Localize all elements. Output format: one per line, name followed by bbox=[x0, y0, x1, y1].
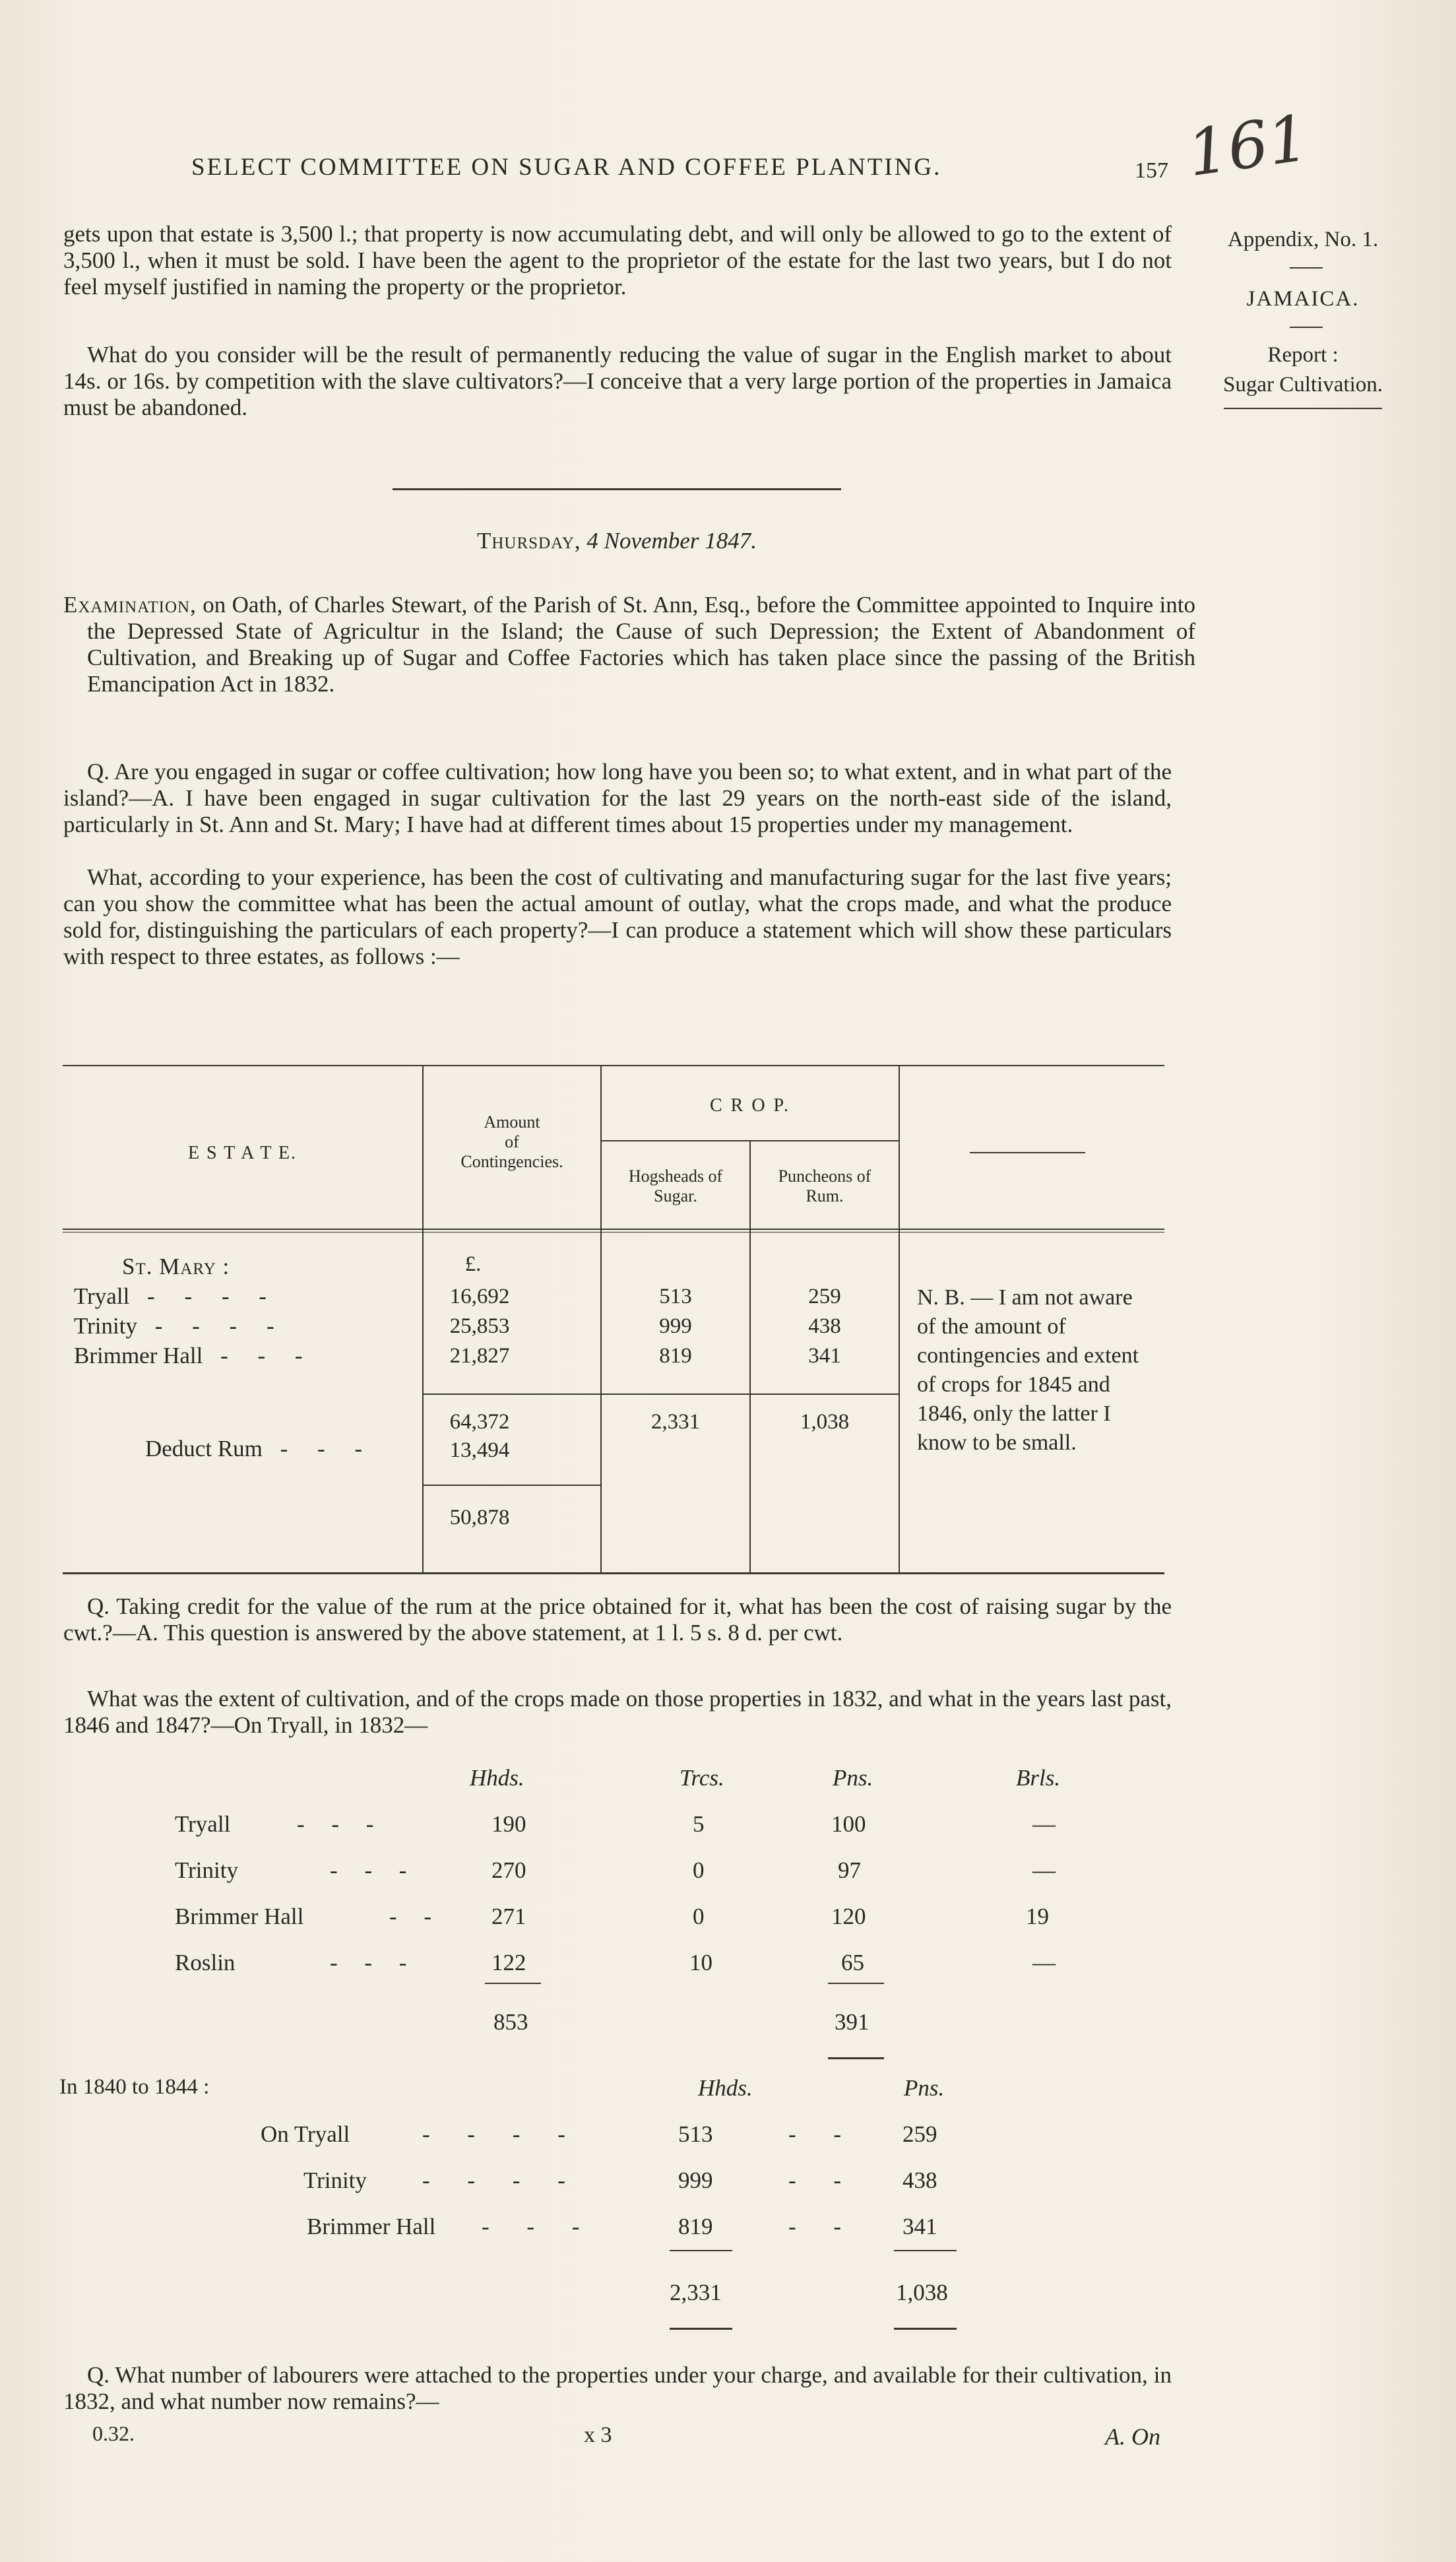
examination-text: on Oath, of Charles Stewart, of the Parish of St. Ann, Esq., before the Committee appointed to Inquire into the Depressed State of Agricultur in the Island; the Cause of such Depression; the Extent of Abandonment of Cultivation, and Breaking up of Sugar and Coffee Factories which has taken place since the passing of the British Emancipation Act in 1832. bbox=[87, 592, 1195, 697]
crop-1840-name-3: Brimmer Hall bbox=[307, 2214, 436, 2239]
catchword: A. On bbox=[1105, 2423, 1160, 2450]
margin-appendix: Appendix, No. 1. bbox=[1227, 228, 1379, 251]
col-hhds: Hhds. bbox=[470, 1765, 524, 1791]
header-hogsheads bbox=[602, 1167, 749, 1206]
session-day: Thursday, bbox=[476, 528, 581, 554]
estate-amount-1: 16,692 bbox=[449, 1285, 510, 1308]
qa-q5: Q. What number of labourers were attached to the properties under your charge, and available for their cultivation, in 1832, and what number now remains?— bbox=[63, 2362, 1172, 2414]
header-bottom-rule-2 bbox=[63, 1232, 1164, 1233]
crop-1840-dashes-2: - - - - bbox=[422, 2167, 581, 2193]
qa-q3: Q. Taking credit for the value of the rum at the price obtained for it, what has been the cost of raising sugar by the cwt.?—A. This question is answered by the above statement, at 1 l. 5 s. 8 d. per cwt. bbox=[63, 1593, 1172, 1646]
examination-heading bbox=[63, 592, 1195, 697]
crop-1832-name-3: Brimmer Hall bbox=[175, 1904, 304, 1929]
crop-1832-total-hhds: 853 bbox=[493, 2009, 528, 2035]
crop-1832-trcs-2: 0 bbox=[693, 1857, 705, 1883]
total-1832-pns-rule bbox=[828, 1983, 884, 1984]
crop-1840-pns-3: 341 bbox=[902, 2214, 937, 2239]
crop-1840-dash-sep-1: - - bbox=[788, 2121, 858, 2147]
crop-1832-name-1: Tryall bbox=[175, 1811, 231, 1837]
qa-q4: What was the extent of cultivation, and of the crops made on those properties in 1832, and what in the years last past, 1846 and 1847?—On Tryall, in 1832— bbox=[63, 1686, 1172, 1738]
sheet-signature: x 3 bbox=[584, 2423, 612, 2447]
estate-name-2-text: Trinity bbox=[74, 1313, 137, 1339]
col-trcs: Trcs. bbox=[680, 1765, 724, 1791]
handwritten-folio: 161 bbox=[1183, 100, 1314, 191]
crop-1832-dashes-4: - - - bbox=[330, 1950, 418, 1975]
table-col-rule-4 bbox=[899, 1065, 900, 1573]
col-pns: Pns. bbox=[833, 1765, 873, 1791]
running-title: SELECT COMMITTEE ON SUGAR AND COFFEE PLANTING. bbox=[191, 154, 942, 181]
header-puncheons-line-2: Rum. bbox=[806, 1186, 844, 1205]
page-number: 157 bbox=[1135, 158, 1168, 183]
session-date-text: 4 November 1847. bbox=[586, 528, 757, 554]
crop-1832-hhds-2: 270 bbox=[491, 1857, 526, 1883]
margin-report: Report : bbox=[1267, 343, 1339, 367]
crop-1832-name-2: Trinity bbox=[175, 1857, 238, 1883]
margin-rule-2 bbox=[1290, 327, 1323, 328]
crop-1832-brls-4: — bbox=[1032, 1950, 1056, 1975]
crop-1832-dashes-1: - - - bbox=[297, 1811, 385, 1837]
subtotal-hogsheads: 2,331 bbox=[650, 1410, 701, 1434]
header-amount-line-3: Contingencies. bbox=[460, 1152, 563, 1171]
header-amount-line-1: Amount bbox=[484, 1112, 540, 1132]
total-1840-pns-underline bbox=[894, 2328, 957, 2330]
crop-1832-hhds-3: 271 bbox=[491, 1904, 526, 1929]
crop-1832-name-4: Roslin bbox=[175, 1950, 236, 1975]
currency-symbol: £. bbox=[464, 1252, 482, 1276]
parish-text: St. Mary : bbox=[122, 1254, 230, 1279]
question-sugar-value: What do you consider will be the result of permanently reducing the value of sugar in the English market to about 14s. or 16s. by competition with the slave cultivators?—I conceive that a very large portion of the properties in Jamaica must be abandoned. bbox=[63, 342, 1172, 420]
total-1840-hhds-underline bbox=[670, 2328, 732, 2330]
estate-name-3: Brimmer Hall - - - bbox=[74, 1343, 315, 1368]
total-1832-hhds-rule bbox=[485, 1983, 541, 1984]
header-bottom-rule bbox=[63, 1229, 1164, 1230]
header-hogsheads-line-1: Hogsheads of bbox=[628, 1167, 723, 1186]
section-divider bbox=[393, 488, 841, 490]
estate-puncheons-3: 341 bbox=[808, 1344, 841, 1368]
crop-1840-pns-2: 438 bbox=[902, 2167, 937, 2193]
deduct-rum-text: Deduct Rum bbox=[145, 1436, 263, 1461]
header-crop: C R O P. bbox=[709, 1095, 791, 1116]
period-label: In 1840 to 1844 : bbox=[59, 2075, 210, 2099]
parish-label bbox=[122, 1254, 230, 1280]
subtotal-rule bbox=[424, 1393, 899, 1395]
header-puncheons bbox=[751, 1167, 899, 1206]
crop-1832-pns-4: 65 bbox=[841, 1950, 864, 1975]
opening-paragraph: gets upon that estate is 3,500 l.; that property is now accumulating debt, and will only be allowed to go to the extent of 3,500 l., when it must be sold. I have been the agent to the proprietor of the estate for the last two years, but I do not feel myself justified in naming the property or the proprietor. bbox=[63, 221, 1172, 300]
col2-pns: Pns. bbox=[904, 2075, 945, 2101]
crop-1832-brls-2: — bbox=[1032, 1857, 1056, 1883]
margin-topic: Sugar Cultivation. bbox=[1223, 373, 1383, 397]
crop-1840-pns-1: 259 bbox=[902, 2121, 937, 2147]
col-brls: Brls. bbox=[1016, 1765, 1061, 1791]
estate-name-3-text: Brimmer Hall bbox=[74, 1343, 203, 1368]
signature-mark: 0.32. bbox=[92, 2421, 135, 2445]
header-hogsheads-line-2: Sugar. bbox=[654, 1186, 697, 1205]
total-1840-hhds-rule bbox=[670, 2250, 732, 2251]
header-amount bbox=[424, 1112, 600, 1172]
crop-1840-dash-sep-2: - - bbox=[788, 2167, 858, 2193]
crop-1832-trcs-1: 5 bbox=[693, 1811, 705, 1837]
crop-1840-name-1: On Tryall bbox=[261, 2121, 350, 2147]
crop-1832-dashes-3: - - bbox=[389, 1904, 443, 1929]
subtotal-puncheons: 1,038 bbox=[800, 1410, 850, 1434]
margin-rule-1 bbox=[1290, 267, 1323, 269]
crop-1840-dash-sep-3: - - bbox=[788, 2214, 858, 2239]
subtotal-amount: 64,372 bbox=[449, 1410, 510, 1434]
crop-1832-pns-2: 97 bbox=[838, 1857, 861, 1883]
deduct-rum-label: Deduct Rum - - - bbox=[145, 1436, 375, 1461]
crop-1840-hhds-2: 999 bbox=[678, 2167, 713, 2193]
crop-1832-pns-3: 120 bbox=[831, 1904, 866, 1929]
margin-rule-3 bbox=[1224, 408, 1382, 409]
table-bottom-rule bbox=[63, 1572, 1164, 1574]
crop-1832-total-pns: 391 bbox=[835, 2009, 870, 2035]
estate-puncheons-2: 438 bbox=[808, 1314, 841, 1338]
deduct-rum-amount: 13,494 bbox=[449, 1438, 510, 1462]
estate-amount-2: 25,853 bbox=[449, 1314, 510, 1338]
table-top-rule bbox=[63, 1065, 1164, 1066]
crop-1840-total-pns: 1,038 bbox=[896, 2280, 948, 2305]
total-1840-pns-rule bbox=[894, 2250, 957, 2251]
crop-1832-brls-3: 19 bbox=[1026, 1904, 1049, 1929]
crop-1832-dashes-2: - - - bbox=[330, 1857, 418, 1883]
crop-1832-trcs-4: 10 bbox=[689, 1950, 712, 1975]
estate-name-1: Tryall - - - - bbox=[74, 1283, 278, 1309]
session-date bbox=[0, 528, 1234, 554]
examination-lead: Examination, bbox=[63, 592, 197, 618]
header-amount-line-2: of bbox=[505, 1132, 519, 1151]
estate-hogsheads-3: 819 bbox=[659, 1344, 692, 1368]
crop-1840-dashes-3: - - - bbox=[482, 2214, 596, 2239]
crop-sub-rule bbox=[602, 1140, 899, 1141]
table-note: N. B. — I am not aware of the amount of contingencies and extent of crops for 1845 and 1846, only the latter I know to be small. bbox=[917, 1285, 1139, 1455]
estate-hogsheads-2: 999 bbox=[659, 1314, 692, 1338]
blank-column-dash bbox=[970, 1152, 1085, 1153]
estate-name-1-text: Tryall bbox=[74, 1283, 130, 1309]
margin-colony: JAMAICA. bbox=[1246, 287, 1360, 311]
crop-1840-hhds-1: 513 bbox=[678, 2121, 713, 2147]
net-amount: 50,878 bbox=[449, 1506, 510, 1529]
total-1832-pns-underline bbox=[828, 2057, 884, 2059]
estate-amount-3: 21,827 bbox=[449, 1344, 510, 1368]
crop-1840-total-hhds: 2,331 bbox=[670, 2280, 722, 2305]
net-rule bbox=[424, 1485, 600, 1486]
estate-puncheons-1: 259 bbox=[808, 1285, 841, 1308]
crop-1832-hhds-4: 122 bbox=[491, 1950, 526, 1975]
crop-1832-pns-1: 100 bbox=[831, 1811, 866, 1837]
crop-1832-brls-1: — bbox=[1032, 1811, 1056, 1837]
col2-hhds: Hhds. bbox=[698, 2075, 753, 2101]
estate-hogsheads-1: 513 bbox=[659, 1285, 692, 1308]
crop-1840-hhds-3: 819 bbox=[678, 2214, 713, 2239]
qa-q1: Q. Are you engaged in sugar or coffee cultivation; how long have you been so; to what extent, and in what part of the island?—A. I have been engaged in sugar cultivation for the last 29 years on the north-east side of the island, particularly in St. Ann and St. Mary; I have had at different times about 15 properties under my management. bbox=[63, 759, 1172, 837]
crop-1832-trcs-3: 0 bbox=[693, 1904, 705, 1929]
crop-1840-name-2: Trinity bbox=[303, 2167, 367, 2193]
estate-name-2: Trinity - - - - bbox=[74, 1313, 286, 1339]
header-puncheons-line-1: Puncheons of bbox=[778, 1167, 871, 1186]
header-estate: E S T A T E. bbox=[187, 1143, 298, 1163]
crop-1832-hhds-1: 190 bbox=[491, 1811, 526, 1837]
qa-q2: What, according to your experience, has been the cost of cultivating and manufacturing sugar for the last five years; can you show the committee what has been the actual amount of outlay, what the crops made, and what the produce sold for, distinguishing the particulars of each property?—I can produce a statement which will show these particulars with respect to three estates, as follows :— bbox=[63, 864, 1172, 969]
crop-1840-dashes-1: - - - - bbox=[422, 2121, 581, 2147]
